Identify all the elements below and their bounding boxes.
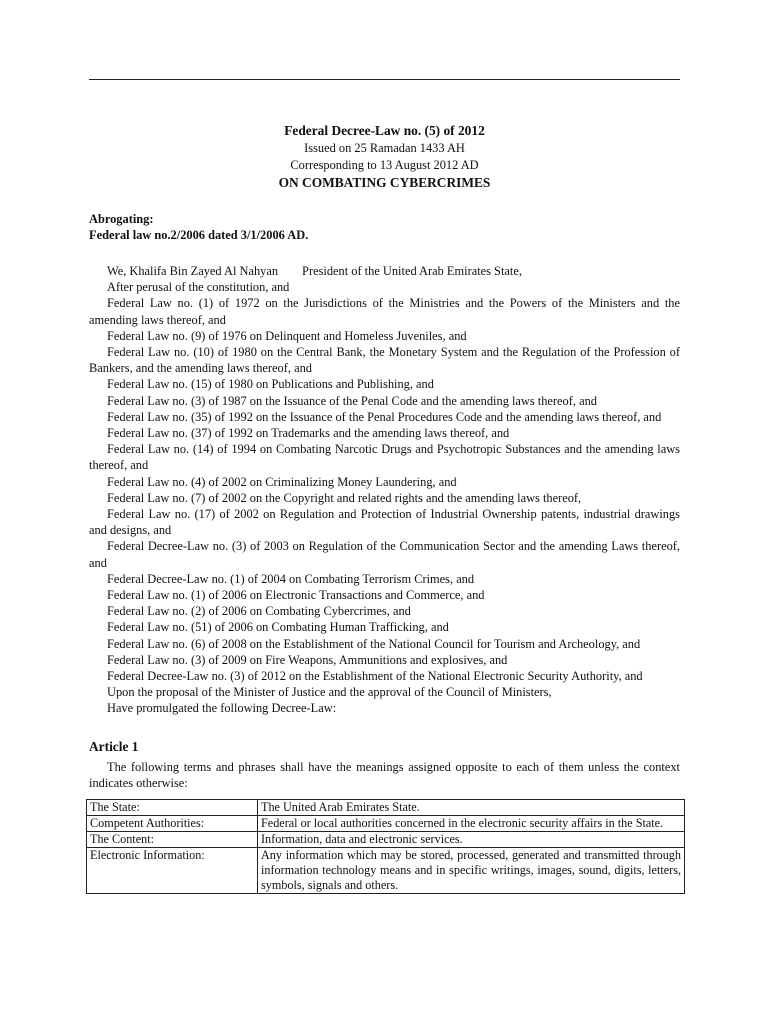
preamble-paragraph: Federal Law no. (15) of 1980 on Publications and Publishing, and: [107, 377, 434, 392]
abrogating-label: Abrogating:: [89, 212, 154, 226]
abrogated-law: Federal law no.2/2006 dated 3/1/2006 AD.: [89, 228, 309, 243]
preamble-paragraph: Federal Law no. (51) of 2006 on Combating Human Trafficking, and: [107, 620, 449, 635]
preamble-president: President of the United Arab Emirates State,: [302, 264, 522, 278]
definition-term: Competent Authorities:: [87, 816, 258, 832]
table-row: [87, 832, 685, 848]
decree-subject: ON COMBATING CYBERCRIMES: [278, 175, 491, 190]
preamble-paragraph: Federal Law no. (1) of 1972 on the Jurisdictions of the Ministries and the Powers of the Ministers and the amending laws thereof, and: [89, 296, 680, 327]
table-row: [87, 800, 685, 816]
article-heading: Article 1: [89, 739, 139, 754]
abrogating-block: [89, 211, 680, 243]
header-rule: [89, 79, 680, 80]
issued-date: Issued on 25 Ramadan 1433 AH: [304, 141, 465, 155]
article-1: [89, 738, 680, 791]
definition-term: The State:: [87, 800, 258, 816]
preamble-paragraph: Federal Law no. (9) of 1976 on Delinquent and Homeless Juveniles, and: [107, 328, 467, 343]
definition-meaning: The United Arab Emirates State.: [258, 800, 685, 816]
preamble-paragraph: After perusal of the constitution, and: [107, 280, 290, 295]
preamble-we-line: [89, 263, 680, 279]
preamble-paragraph: Federal Decree-Law no. (3) of 2012 on the Establishment of the National Electronic Security Authority, and: [107, 669, 643, 684]
preamble-paragraph: Federal Law no. (37) of 1992 on Trademarks and the amending laws thereof, and: [107, 426, 510, 441]
decree-title: Federal Decree-Law no. (5) of 2012: [284, 123, 485, 138]
preamble-paragraph: Federal Law no. (7) of 2002 on the Copyright and related rights and the amending laws thereof,: [107, 490, 582, 505]
preamble-paragraph: Federal Law no. (4) of 2002 on Criminalizing Money Laundering, and: [107, 474, 457, 489]
definition-meaning: Any information which may be stored, processed, generated and transmitted through information technology means and in specific writings, images, sound, digits, letters, symbols, signals and others.: [258, 848, 685, 894]
definition-meaning: Information, data and electronic services.: [258, 832, 685, 848]
preamble-paragraph: Federal Law no. (3) of 1987 on the Issuance of the Penal Code and the amending laws thereof, and: [107, 393, 597, 408]
preamble-we: We, Khalifa Bin Zayed Al Nahyan: [107, 264, 279, 278]
preamble-paragraph: Federal Law no. (17) of 2002 on Regulation and Protection of Industrial Ownership patents, industrial drawings and designs, and: [89, 507, 680, 538]
preamble-paragraph: Federal Law no. (3) of 2009 on Fire Weapons, Ammunitions and explosives, and: [107, 652, 508, 667]
preamble-paragraph: Federal Decree-Law no. (1) of 2004 on Combating Terrorism Crimes, and: [107, 571, 475, 586]
preamble: [89, 263, 680, 717]
table-row: [87, 816, 685, 832]
preamble-paragraph: Federal Law no. (10) of 1980 on the Central Bank, the Monetary System and the Regulation of the Profession of Bankers, and the amending laws thereof, and: [89, 345, 680, 376]
definitions-table: [86, 799, 685, 894]
preamble-paragraph: Upon the proposal of the Minister of Justice and the approval of the Council of Ministers,: [107, 685, 552, 700]
preamble-paragraph: Have promulgated the following Decree-Law:: [107, 701, 337, 716]
corresponding-date: Corresponding to 13 August 2012 AD: [290, 158, 479, 172]
article-intro: The following terms and phrases shall have the meanings assigned opposite to each of them unless the context indicates otherwise:: [89, 760, 680, 791]
definition-term: Electronic Information:: [87, 848, 258, 894]
table-row: [87, 848, 685, 894]
preamble-paragraph: Federal Law no. (1) of 2006 on Electronic Transactions and Commerce, and: [107, 588, 485, 603]
definition-meaning: Federal or local authorities concerned in the electronic security affairs in the State.: [258, 816, 685, 832]
preamble-paragraph: Federal Law no. (14) of 1994 on Combating Narcotic Drugs and Psychotropic Substances and the amending laws thereof, and: [89, 442, 680, 473]
preamble-paragraph: Federal Law no. (2) of 2006 on Combating Cybercrimes, and: [107, 604, 411, 619]
title-block: [89, 122, 680, 191]
preamble-paragraph: Federal Law no. (6) of 2008 on the Establishment of the National Council for Tourism and Archeology, and: [107, 636, 641, 651]
definition-term: The Content:: [87, 832, 258, 848]
preamble-paragraph: Federal Law no. (35) of 1992 on the Issuance of the Penal Procedures Code and the amending laws thereof, and: [107, 409, 662, 424]
preamble-paragraph: Federal Decree-Law no. (3) of 2003 on Regulation of the Communication Sector and the amending Laws thereof, and: [89, 539, 680, 570]
